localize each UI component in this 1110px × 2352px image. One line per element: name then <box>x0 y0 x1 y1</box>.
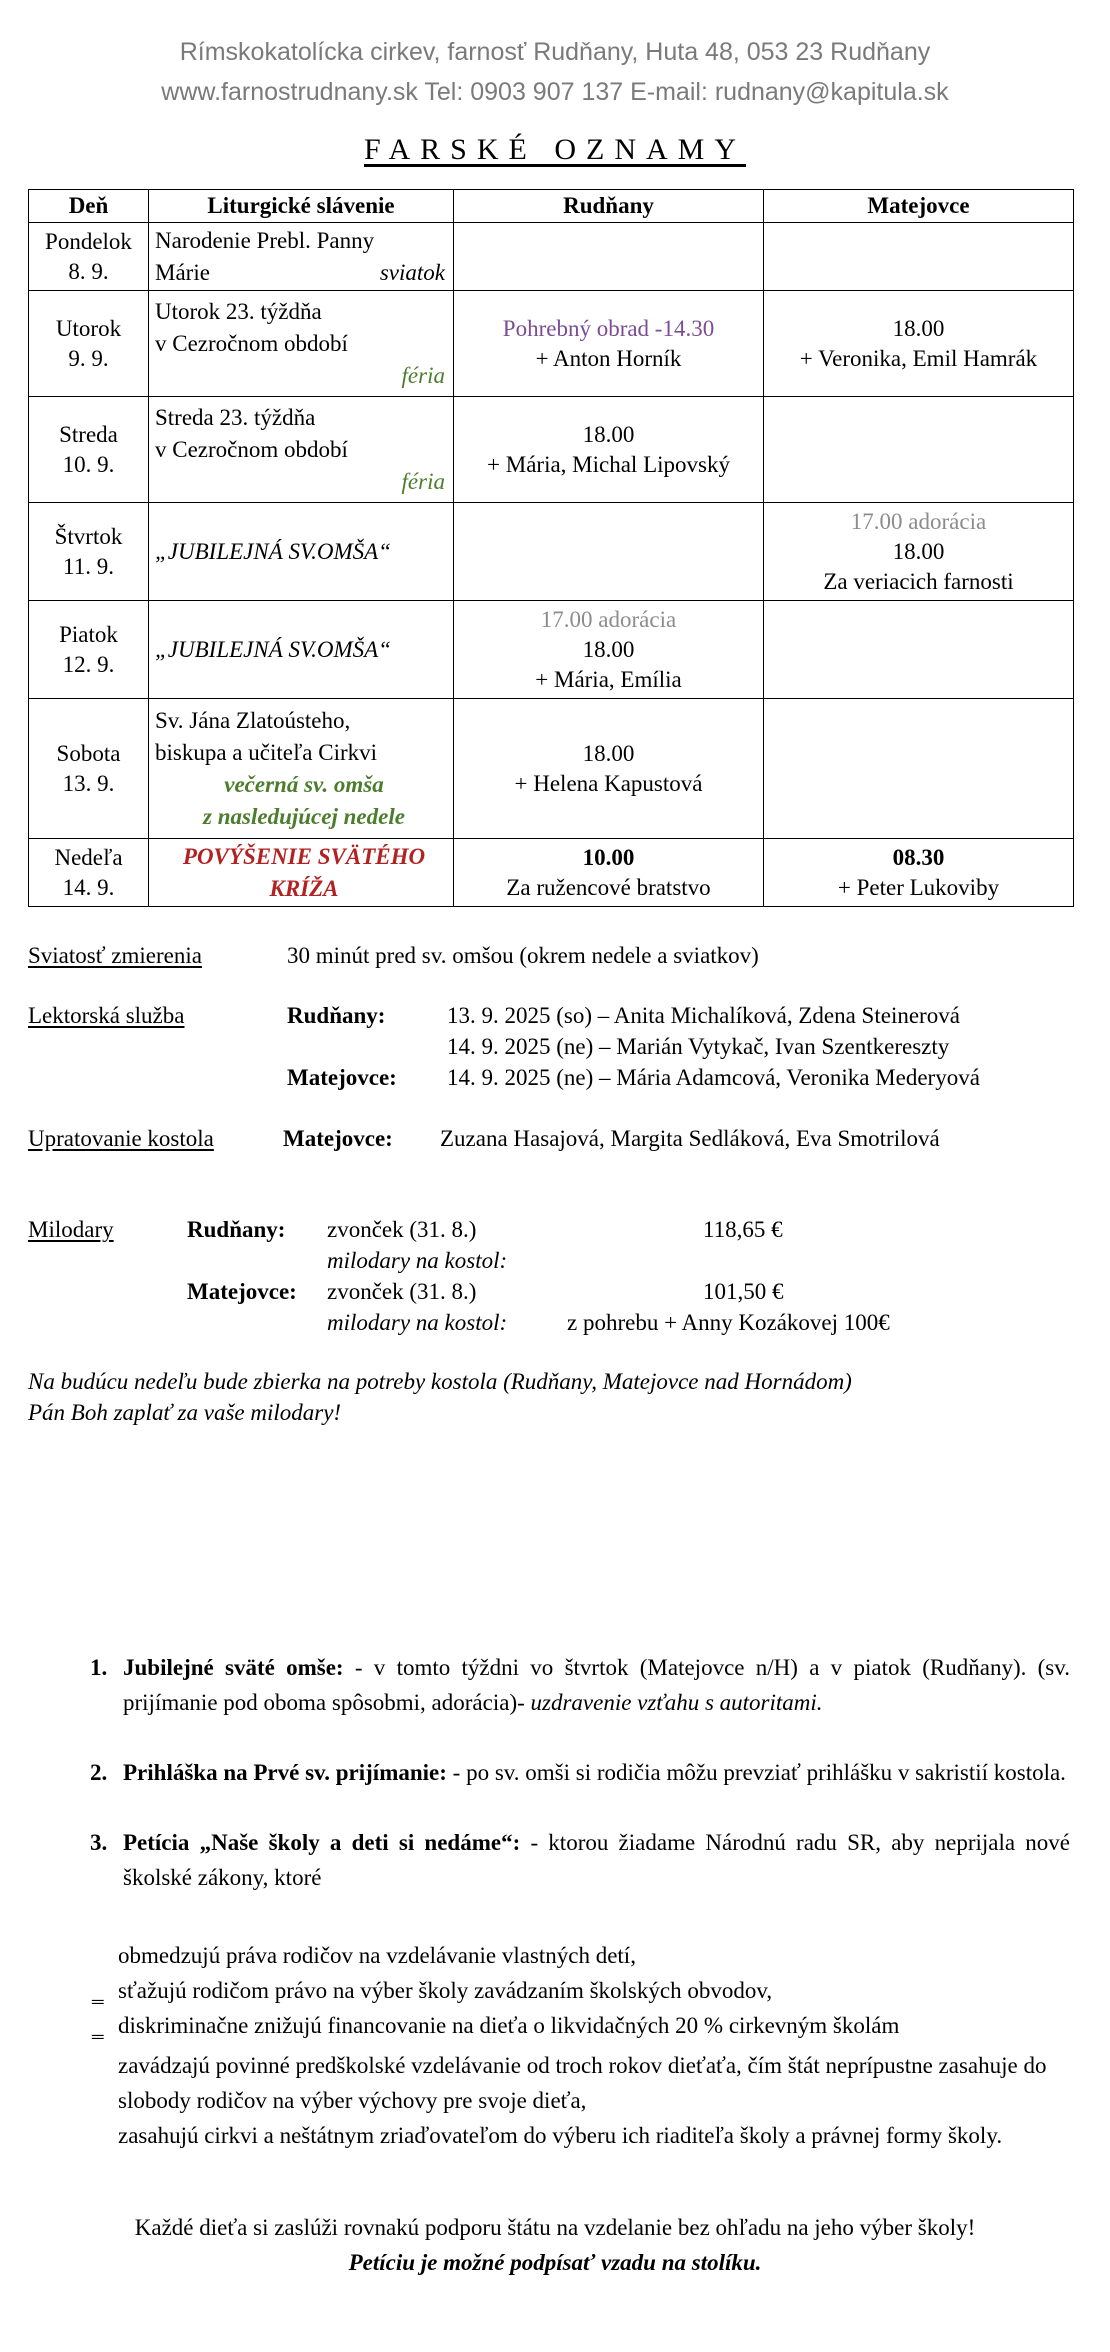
reconciliation-label: Sviatosť zmierenia <box>28 943 202 968</box>
col-header-rudnany: Rudňany <box>454 190 764 223</box>
parish-address: Rímskokatolícka cirkev, farnosť Rudňany, Huta 48, 053 23 Rudňany <box>179 38 931 66</box>
table-row <box>29 397 1074 503</box>
offerings-amount: z pohrebu + Anny Kozákovej 100€ <box>567 1310 890 1335</box>
lectors-label: Lektorská služba <box>28 1003 185 1028</box>
liturgy-line: Narodenie Prebl. Panny <box>155 227 375 253</box>
thanks-note: Pán Boh zaplať za vaše milodary! <box>28 1400 342 1425</box>
adoration-time: 17.00 adorácia <box>540 606 677 632</box>
col-header-matejovce: Matejovce <box>764 190 1074 223</box>
table-row <box>29 699 1074 839</box>
rudnany-cell <box>454 699 764 839</box>
day-date: 9. 9. <box>68 345 109 371</box>
parish-contacts: www.farnostrudnany.sk Tel: 0903 907 137 E-mail: rudnany@kapitula.sk <box>161 78 949 106</box>
list-item <box>90 1755 1070 1790</box>
list-item <box>90 1650 1070 1720</box>
liturgy-cell <box>149 291 454 397</box>
matejovce-cell <box>764 223 1074 291</box>
liturgy-cell <box>149 601 454 699</box>
lectors-line: 13. 9. 2025 (so) – Anita Michalíková, Zdena Steinerová <box>447 1003 960 1028</box>
mass-time: 18.00 <box>892 538 945 564</box>
rudnany-cell <box>454 503 764 601</box>
matejovce-cell <box>764 601 1074 699</box>
item-heading: Petícia „Naše školy a deti si nedáme“: <box>123 1830 521 1855</box>
day-name: Utorok <box>55 315 122 341</box>
cleaning-parish: Matejovce: <box>283 1126 393 1151</box>
mass-intention: + Mária, Michal Lipovský <box>487 451 730 477</box>
offerings-item: milodary na kostol: <box>327 1310 508 1335</box>
day-date: 12. 9. <box>62 651 115 677</box>
petition-point: obmedzujú práva rodičov na vzdelávanie vlastných detí, <box>118 1943 636 1968</box>
item-text: - v tomto týždni vo štvrtok (Matejovce n/H) a v piatok (Rudňany). (sv. prijímanie pod oboma spôsobmi, adorácia)- <box>123 1655 1070 1715</box>
table-row <box>29 291 1074 397</box>
mass-time: 10.00 <box>582 844 635 870</box>
col-header-day: Deň <box>29 190 149 223</box>
liturgy-tag: sviatok <box>379 259 445 285</box>
day-cell <box>29 699 149 839</box>
item-number: 2. <box>90 1760 108 1785</box>
table-row <box>29 839 1074 907</box>
mass-intention: Za veriacich farnosti <box>823 568 1014 594</box>
mass-intention: + Anton Horník <box>535 345 682 371</box>
day-name: Piatok <box>59 621 118 647</box>
announcements-list <box>90 1650 1070 1930</box>
liturgy-line: Utorok 23. týždňa <box>155 298 322 324</box>
funeral-text: Pohrebný obrad -14.30 <box>502 315 715 341</box>
day-name: Pondelok <box>45 228 132 254</box>
mass-time: 18.00 <box>892 315 945 341</box>
day-cell <box>29 223 149 291</box>
offerings-item: zvonček (31. 8.) <box>327 1217 477 1242</box>
mass-intention: + Peter Lukovіby <box>837 874 1000 900</box>
day-name: Štvrtok <box>54 523 123 549</box>
adoration-time: 17.00 adorácia <box>850 508 987 534</box>
liturgy-cell <box>149 839 454 907</box>
cleaning-label: Upratovanie kostola <box>28 1126 214 1151</box>
liturgy-line: Streda 23. týždňa <box>155 404 316 430</box>
liturgy-tag: féria <box>401 468 445 494</box>
petition-point: zavádzajú povinné predškolské vzdelávanie od troch rokov dieťaťa, čím štát neprípustne zasahuje do slobody rodičov na výber výchovy pre svoje dieťa, <box>118 2053 1047 2113</box>
table-row <box>29 601 1074 699</box>
reconciliation-text: 30 minút pred sv. omšou (okrem nedele a sviatkov) <box>287 943 759 968</box>
offerings-parish-matejovce: Matejovce: <box>187 1279 297 1304</box>
day-date: 13. 9. <box>62 770 115 796</box>
liturgy-note: večerná sv. omša <box>224 771 384 797</box>
day-name: Sobota <box>56 740 121 766</box>
liturgy-line: „JUBILEJNÁ SV.OMŠA“ <box>155 538 391 564</box>
list-item <box>90 1825 1070 1895</box>
lectors-parish-rudnany: Rudňany: <box>287 1003 386 1028</box>
item-text: - ktorou žiadame Národnú radu SR, aby neprijala nové školské zákony, ktoré <box>123 1830 1070 1890</box>
item-heading: Prihláška na Prvé sv. prijímanie: <box>123 1760 447 1785</box>
rudnany-cell <box>454 839 764 907</box>
item-heading: Jubilejné sväté omše: <box>123 1655 344 1680</box>
item-emphasis: uzdravenie vzťahu s autoritami. <box>530 1690 823 1715</box>
day-date: 10. 9. <box>62 451 115 477</box>
matejovce-cell <box>764 291 1074 397</box>
rudnany-cell <box>454 291 764 397</box>
liturgy-cell <box>149 699 454 839</box>
day-cell <box>29 601 149 699</box>
day-name: Streda <box>59 421 118 447</box>
day-cell <box>29 291 149 397</box>
day-date: 11. 9. <box>63 553 114 579</box>
rudnany-cell <box>454 223 764 291</box>
mass-time: 18.00 <box>582 421 635 447</box>
mass-intention: + Veronika, Emil Hamrák <box>799 345 1038 371</box>
feast-title: KRÍŽA <box>269 875 339 901</box>
liturgy-line: v Cezročnom období <box>155 330 348 356</box>
mass-time: 18.00 <box>582 636 635 662</box>
table-header-row <box>29 190 1074 223</box>
collection-note: Na budúcu nedeľu bude zbierka na potreby kostola (Rudňany, Matejovce nad Hornádom) <box>28 1369 852 1394</box>
matejovce-cell <box>764 397 1074 503</box>
schedule-table <box>28 189 1074 907</box>
petition-point: diskriminačne znižujú financovanie na dieťa o likvidačných 20 % cirkevným školám <box>118 2013 900 2038</box>
liturgy-cell <box>149 223 454 291</box>
liturgy-note: z nasledujúcej nedele <box>203 803 405 829</box>
offerings-parish-rudnany: Rudňany: <box>187 1217 286 1242</box>
liturgy-line: biskupa a učiteľa Cirkvi <box>155 739 378 765</box>
petition-point: sťažujú rodičom právo na výber školy zavádzaním školských obvodov, <box>118 1978 773 2003</box>
matejovce-cell <box>764 699 1074 839</box>
day-cell <box>29 503 149 601</box>
rudnany-cell <box>454 601 764 699</box>
matejovce-cell <box>764 503 1074 601</box>
day-name: Nedeľa <box>54 844 123 870</box>
dash-icon: ‗ <box>92 2013 104 2038</box>
feast-title: POVÝŠENIE SVÄTÉHO <box>182 843 426 869</box>
liturgy-line: „JUBILEJNÁ SV.OMŠA“ <box>155 636 391 662</box>
offerings-item: milodary na kostol: <box>327 1248 508 1273</box>
offerings-amount: 118,65 € <box>703 1217 783 1242</box>
mass-intention: + Mária, Emília <box>535 666 682 692</box>
offerings-item: zvonček (31. 8.) <box>327 1279 477 1304</box>
cleaning-names: Zuzana Hasajová, Margita Sedláková, Eva Smotrilová <box>440 1126 940 1151</box>
day-date: 8. 9. <box>68 258 109 284</box>
liturgy-line: Márie <box>155 259 210 285</box>
item-number: 1. <box>90 1655 108 1680</box>
lectors-parish-matejovce: Matejovce: <box>287 1065 397 1090</box>
table-row <box>29 503 1074 601</box>
liturgy-line: Sv. Jána Zlatoústeho, <box>155 707 351 733</box>
day-date: 14. 9. <box>62 874 115 900</box>
col-header-liturgy: Liturgické slávenie <box>149 190 454 223</box>
page-title: FARSKÉ OZNAMY <box>364 133 746 166</box>
offerings-label: Milodary <box>28 1217 114 1242</box>
rudnany-cell <box>454 397 764 503</box>
lectors-line: 14. 9. 2025 (ne) – Mária Adamcová, Veronika Mederyová <box>447 1065 980 1090</box>
offerings-amount: 101,50 € <box>703 1279 784 1304</box>
liturgy-line: v Cezročnom období <box>155 436 348 462</box>
support-statement: Každé dieťa si zaslúži rovnakú podporu štátu na vzdelanie bez ohľadu na jeho výber školy! <box>134 2215 976 2240</box>
day-cell <box>29 397 149 503</box>
item-number: 3. <box>90 1830 108 1855</box>
mass-intention: Za ružencové bratstvo <box>506 874 711 900</box>
liturgy-tag: féria <box>401 362 445 388</box>
petition-point: zasahujú cirkvi a neštátnym zriaďovateľom do výberu ich riaditeľa školy a právnej formy školy. <box>118 2123 1003 2148</box>
liturgy-cell <box>149 397 454 503</box>
table-row <box>29 223 1074 291</box>
mass-time: 08.30 <box>892 844 945 870</box>
day-cell <box>29 839 149 907</box>
mass-time: 18.00 <box>582 740 635 766</box>
mass-intention: + Helena Kapustová <box>514 770 703 796</box>
item-text: - po sv. omši si rodičia môžu prevziať prihlášku v sakristií kostola. <box>446 1760 1066 1785</box>
liturgy-cell <box>149 503 454 601</box>
matejovce-cell <box>764 839 1074 907</box>
dash-icon: ‗ <box>92 1978 104 2003</box>
sign-petition-note: Petíciu je možné podpísať vzadu na stolíku. <box>348 2250 762 2275</box>
lectors-line: 14. 9. 2025 (ne) – Marián Vytykač, Ivan Szentkereszty <box>447 1034 950 1059</box>
